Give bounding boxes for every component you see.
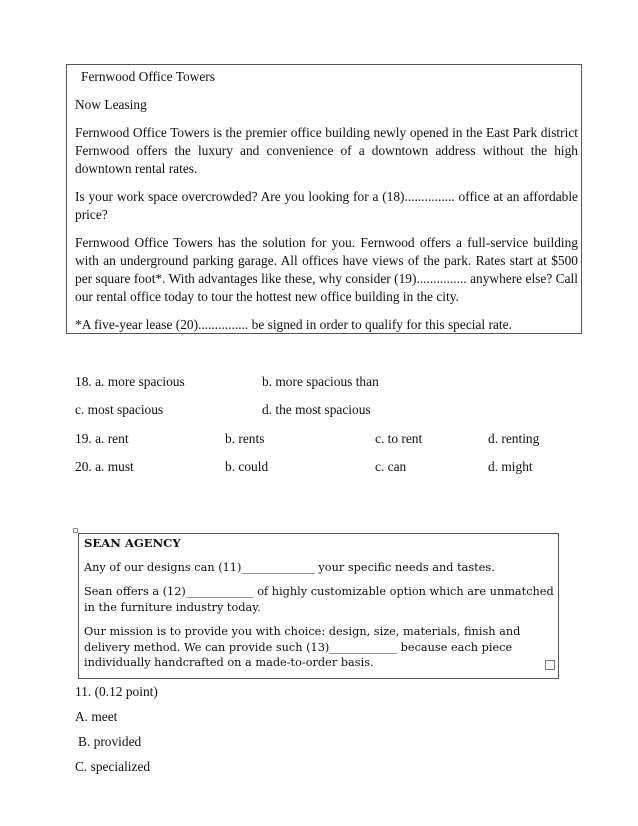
option-11b: B. provided [78,734,142,749]
passage-paragraph-2: Is your work space overcrowded? Are you looking for a (18)............... office at an affordable price? [75,189,578,222]
sean-agency-paragraph-2: Sean offers a (12)____________ of highly customizable option which are unmatched in the furniture industry today. [84,585,554,614]
passage-note: *A five-year lease (20)............... be signed in order to qualify for this special rate. [75,317,512,332]
option-18b: b. more spacious than [262,374,379,389]
option-19b: b. rents [225,431,265,446]
option-18d: d. the most spacious [262,402,371,417]
option-18a: 18. a. more spacious [75,374,185,389]
option-19c: c. to rent [375,431,423,446]
option-11a: A. meet [75,709,118,724]
option-20b: b. could [225,459,269,474]
option-20c: c. can [375,459,407,474]
option-20d: d. might [488,459,533,474]
passage-subtitle: Now Leasing [75,97,147,112]
option-20a: 20. a. must [75,459,134,474]
passage-title: Fernwood Office Towers [81,69,215,84]
passage-paragraph-1: Fernwood Office Towers is the premier office building newly opened in the East Park district Fernwood offers the luxury and convenience of a downtown address without the high downtown rental rates. [75,125,578,176]
sean-agency-paragraph-3: Our mission is to provide you with choice: design, size, materials, finish and delivery method. We can provide such (13)____________ because each piece individually handcrafted on a made-to-order basis. [84,625,521,669]
passage-paragraph-3: Fernwood Office Towers has the solution for you. Fernwood offers a full-service building with an underground parking garage. All offices have views of the park. Rates start at $500 per square foot*. With advantages like these, why consider (19)............... anywhere else? Call our rental office today to tour the hottest new office building in the city. [75,235,578,304]
option-18c: c. most spacious [75,402,164,417]
sean-agency-title: SEAN AGENCY [84,536,181,550]
option-11c: C. specialized [75,759,151,774]
option-19a: 19. a. rent [75,431,129,446]
option-19d: d. renting [488,431,540,446]
question-11-heading: 11. (0.12 point) [75,684,158,699]
sean-agency-line-1: Any of our designs can (11)_____________ your specific needs and tastes. [84,561,495,574]
